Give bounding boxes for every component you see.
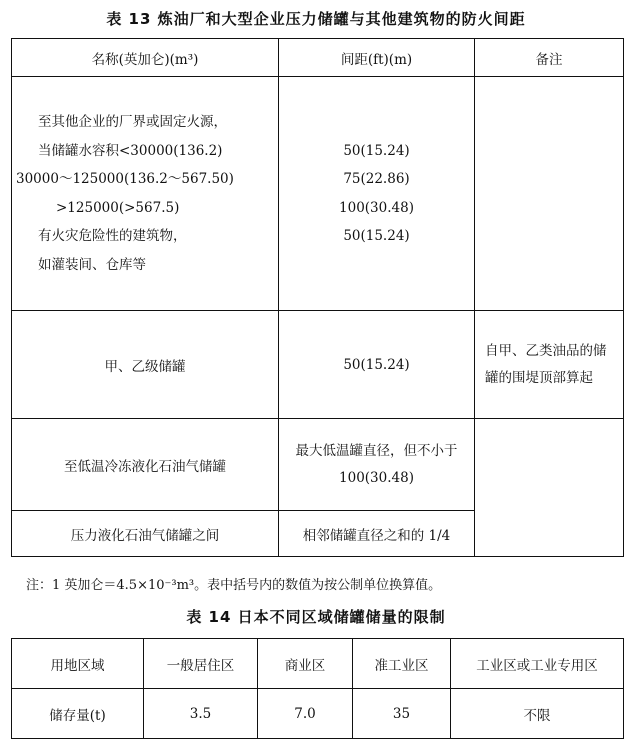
row1-distance: 75(22.86) xyxy=(343,171,410,187)
row1-name-line: 如灌装间、仓库等 xyxy=(38,256,146,273)
row1-name-cell xyxy=(12,77,279,311)
row1-distance-cell xyxy=(279,77,475,311)
table-row xyxy=(12,77,624,311)
header-name: 名称(英加仑)(m³) xyxy=(12,39,279,77)
row2-distance: 50(15.24) xyxy=(279,311,475,419)
row1-remark-cell xyxy=(475,77,624,311)
table-cell: 7.0 xyxy=(258,689,353,739)
table-row xyxy=(12,689,624,739)
table-row xyxy=(12,419,624,511)
row3-remark-cell xyxy=(475,419,624,557)
row2-remark: 自甲、乙类油品的储罐的围堤顶部算起 xyxy=(475,311,624,419)
table-14 xyxy=(11,638,624,739)
row4-distance: 相邻储罐直径之和的 1/4 xyxy=(279,511,475,557)
row1-name-line: 有火灾危险性的建筑物， xyxy=(38,228,187,244)
row1-name-line: 当储罐水容积<30000(136.2) xyxy=(38,142,223,159)
header-cell: 准工业区 xyxy=(353,639,451,689)
header-cell: 一般居住区 xyxy=(144,639,258,689)
row2-name: 甲、乙级储罐 xyxy=(12,311,279,419)
row1-name-line: >125000(>567.5) xyxy=(56,199,180,216)
table-14-caption: 表 14 日本不同区域储罐储量的限制 xyxy=(186,608,446,626)
row1-distance: 50(15.24) xyxy=(343,228,410,244)
header-distance: 间距(ft)(m) xyxy=(279,39,475,77)
row1-name-line: 30000～125000(136.2～567.50) xyxy=(16,171,234,187)
table-cell: 35 xyxy=(353,689,451,739)
table-row xyxy=(12,311,624,419)
header-cell: 商业区 xyxy=(258,639,353,689)
header-cell: 工业区或工业专用区 xyxy=(451,639,624,689)
table-13-caption: 表 13 炼油厂和大型企业压力储罐与其他建筑物的防火间距 xyxy=(106,10,526,28)
row1-distance: 100(30.48) xyxy=(339,199,414,216)
row1-name-line: 至其他企业的厂界或固定火源， xyxy=(38,114,227,130)
header-remark: 备注 xyxy=(475,39,624,77)
table-cell: 储存量(t) xyxy=(12,689,144,739)
table-cell: 3.5 xyxy=(144,689,258,739)
table-header-row xyxy=(12,639,624,689)
row1-distance: 50(15.24) xyxy=(343,142,410,159)
table-13-note: 注：1 英加仑＝4.5×10⁻³m³。表中括号内的数值为按公制单位换算值。 xyxy=(26,578,442,593)
header-cell: 用地区域 xyxy=(12,639,144,689)
table-header-row xyxy=(12,39,624,77)
row3-name: 至低温冷冻液化石油气储罐 xyxy=(12,419,279,511)
row4-name: 压力液化石油气储罐之间 xyxy=(12,511,279,557)
row3-distance: 最大低温罐直径，但不小于 100(30.48) xyxy=(279,419,475,511)
table-13 xyxy=(11,38,624,557)
table-cell: 不限 xyxy=(451,689,624,739)
